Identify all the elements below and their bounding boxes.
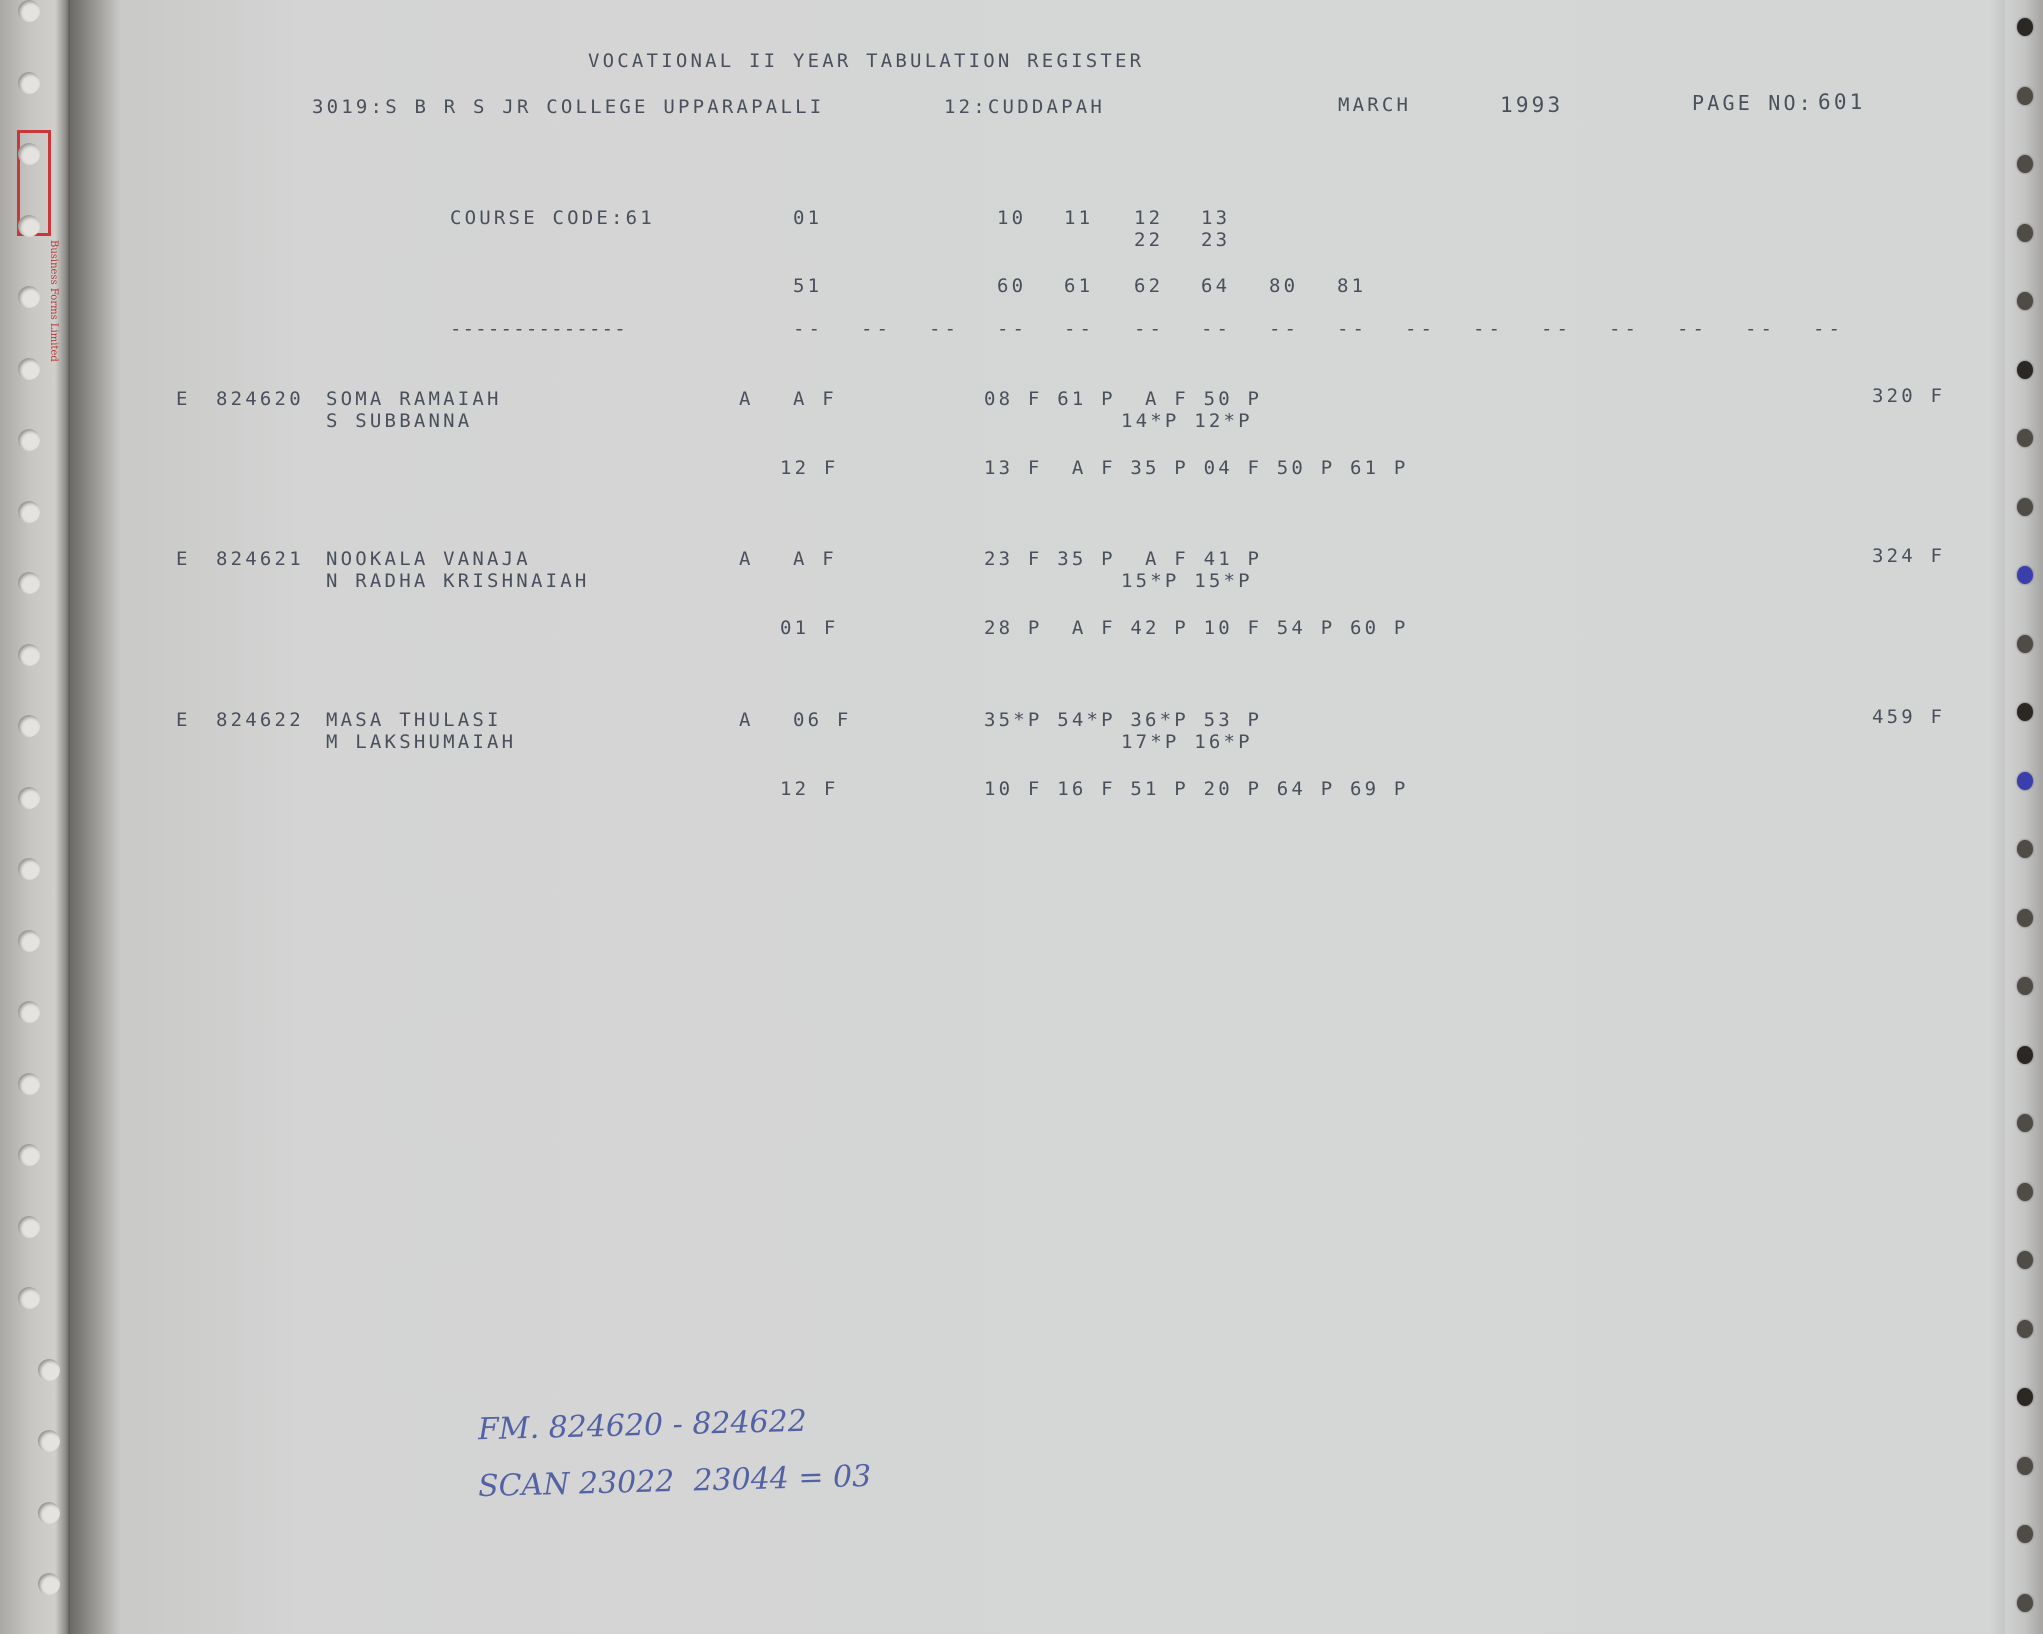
feed-hole — [2017, 87, 2033, 105]
feed-hole — [18, 143, 40, 165]
column-dash: -- — [1745, 318, 1776, 340]
column-dash: -- — [1609, 318, 1640, 340]
subject-code: 12 — [1134, 207, 1164, 229]
subject-code: 81 — [1337, 275, 1367, 297]
college-name: 3019:S B R S JR COLLEGE UPPARAPALLI — [312, 96, 825, 118]
feed-hole — [2017, 361, 2033, 379]
feed-hole — [18, 1144, 40, 1166]
form-logo-text: Business Forms Limited — [48, 240, 59, 362]
handwritten-scan-note: SCAN 23022 23044 = 03 — [477, 1458, 872, 1505]
feed-hole — [18, 429, 40, 451]
page-number: 601 — [1818, 90, 1866, 114]
roll-number: 824621 — [216, 548, 304, 570]
marks-subline: 17*P 16*P — [1121, 731, 1253, 753]
feed-hole — [2017, 566, 2033, 584]
column-dash: -- — [1269, 318, 1300, 340]
subject-code: 11 — [1064, 207, 1094, 229]
feed-hole — [18, 286, 40, 308]
marks-subline: 14*P 12*P — [1121, 410, 1253, 432]
roll-number: 824622 — [216, 709, 304, 731]
feed-hole — [2017, 1320, 2033, 1338]
subject-code: 62 — [1134, 275, 1164, 297]
feed-hole — [2017, 635, 2033, 653]
subject-code: 80 — [1269, 275, 1299, 297]
column-dash: -- — [929, 318, 960, 340]
feed-hole — [38, 1430, 60, 1452]
subject-code: 61 — [1064, 275, 1094, 297]
feed-hole — [2017, 977, 2033, 995]
parent-name: M LAKSHUMAIAH — [326, 731, 517, 753]
marks-line: 23 F 35 P A F 41 P — [984, 548, 1263, 570]
subject-code: 23 — [1201, 229, 1231, 251]
marks-line: 28 P A F 42 P 10 F 54 P 60 P — [984, 617, 1409, 639]
page-label: PAGE NO: — [1692, 91, 1814, 115]
subject-code: 64 — [1201, 275, 1231, 297]
feed-hole — [18, 644, 40, 666]
column-dash: -- — [793, 318, 824, 340]
left-tractor-strip — [0, 0, 70, 1634]
exam-year: 1993 — [1500, 93, 1564, 117]
result-code: A F — [793, 388, 837, 410]
result-code: A — [739, 388, 754, 410]
header-underline: -------------- — [450, 318, 627, 340]
feed-hole — [2017, 1457, 2033, 1475]
record-type: E — [176, 709, 191, 731]
column-dash: -- — [1473, 318, 1504, 340]
feed-hole — [2017, 909, 2033, 927]
column-dash: -- — [997, 318, 1028, 340]
feed-hole — [2017, 292, 2033, 310]
feed-hole — [2017, 1114, 2033, 1132]
feed-hole — [2017, 840, 2033, 858]
marks-line: 10 F 16 F 51 P 20 P 64 P 69 P — [984, 778, 1409, 800]
feed-hole — [2017, 1183, 2033, 1201]
feed-hole — [18, 858, 40, 880]
subject-code: 22 — [1134, 229, 1164, 251]
total-result: 459 F — [1872, 706, 1946, 728]
register-title: VOCATIONAL II YEAR TABULATION REGISTER — [588, 50, 1145, 72]
column-dash: -- — [861, 318, 892, 340]
feed-hole — [38, 1359, 60, 1381]
column-dash: -- — [1064, 318, 1095, 340]
student-name: SOMA RAMAIAH — [326, 388, 502, 410]
feed-hole — [2017, 1594, 2033, 1612]
feed-hole — [18, 501, 40, 523]
subject-code: 51 — [793, 275, 823, 297]
feed-hole — [2017, 1525, 2033, 1543]
subject-code: 10 — [997, 207, 1027, 229]
student-name: MASA THULASI — [326, 709, 502, 731]
feed-hole — [18, 215, 40, 237]
feed-hole — [2017, 703, 2033, 721]
subject-code: 60 — [997, 275, 1027, 297]
column-dash: -- — [1337, 318, 1368, 340]
record-type: E — [176, 388, 191, 410]
feed-hole — [18, 72, 40, 94]
district: 12:CUDDAPAH — [944, 96, 1106, 118]
feed-hole — [18, 930, 40, 952]
subject-code: 01 — [793, 207, 823, 229]
feed-hole — [2017, 18, 2033, 36]
roll-number: 824620 — [216, 388, 304, 410]
column-dash: -- — [1541, 318, 1572, 340]
column-dash: -- — [1813, 318, 1844, 340]
result-code: A F — [793, 548, 837, 570]
marks-line: 35*P 54*P 36*P 53 P — [984, 709, 1263, 731]
marks-line: 13 F A F 35 P 04 F 50 P 61 P — [984, 457, 1409, 479]
feed-hole — [2017, 1251, 2033, 1269]
feed-hole — [38, 1502, 60, 1524]
column-dash: -- — [1134, 318, 1165, 340]
feed-hole — [18, 1287, 40, 1309]
feed-hole — [2017, 1046, 2033, 1064]
feed-hole — [2017, 772, 2033, 790]
student-name: NOOKALA VANAJA — [326, 548, 531, 570]
feed-hole — [18, 787, 40, 809]
result-code: A — [739, 709, 754, 731]
feed-hole — [18, 1001, 40, 1023]
column-dash: -- — [1201, 318, 1232, 340]
record-type: E — [176, 548, 191, 570]
feed-hole — [18, 1216, 40, 1238]
total-result: 320 F — [1872, 385, 1946, 407]
subject-code: 13 — [1201, 207, 1231, 229]
marks-subline: 15*P 15*P — [1121, 570, 1253, 592]
marks-line: 12 F — [780, 778, 839, 800]
feed-hole — [18, 715, 40, 737]
total-result: 324 F — [1872, 545, 1946, 567]
parent-name: N RADHA KRISHNAIAH — [326, 570, 590, 592]
feed-hole — [2017, 155, 2033, 173]
feed-hole — [38, 1573, 60, 1595]
marks-line: 01 F — [780, 617, 839, 639]
result-code: A — [739, 548, 754, 570]
column-dash: -- — [1677, 318, 1708, 340]
column-dash: -- — [1405, 318, 1436, 340]
feed-hole — [18, 572, 40, 594]
result-code: 06 F — [793, 709, 852, 731]
marks-line: 08 F 61 P A F 50 P — [984, 388, 1263, 410]
feed-hole — [18, 0, 40, 22]
marks-line: 12 F — [780, 457, 839, 479]
feed-hole — [18, 1073, 40, 1095]
feed-hole — [18, 358, 40, 380]
feed-hole — [2017, 429, 2033, 447]
exam-month: MARCH — [1338, 94, 1412, 116]
feed-hole — [2017, 498, 2033, 516]
parent-name: S SUBBANNA — [326, 410, 473, 432]
feed-hole — [2017, 1388, 2033, 1406]
handwritten-range-note: FM. 824620 - 824622 — [477, 1403, 808, 1448]
course-code: COURSE CODE:61 — [450, 207, 655, 229]
feed-hole — [2017, 224, 2033, 242]
